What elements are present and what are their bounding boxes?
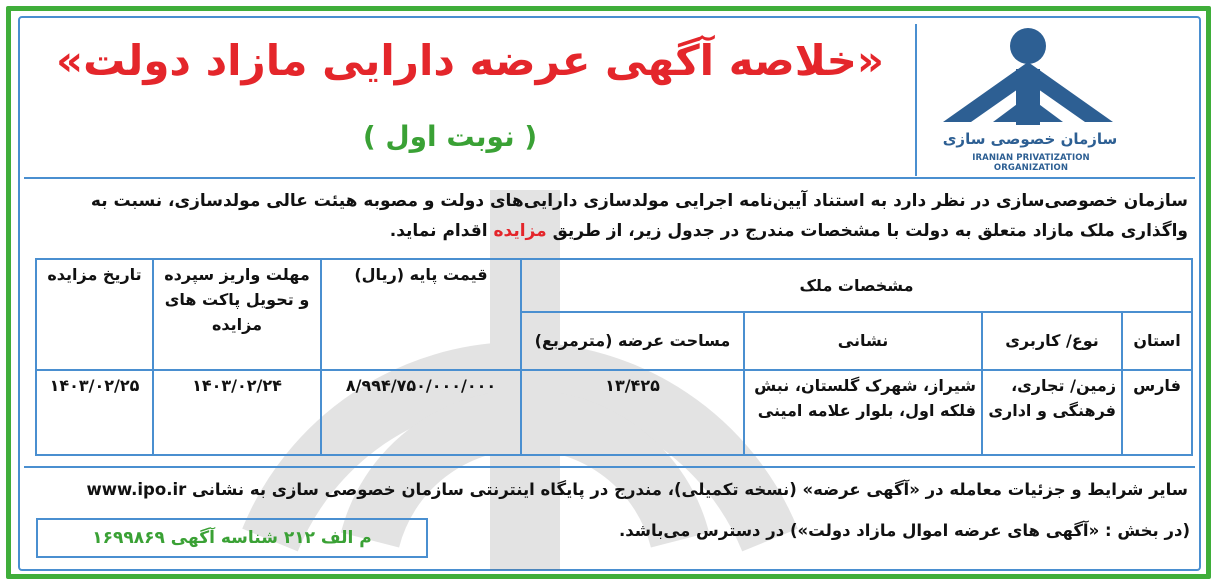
header-address: نشانی (744, 312, 982, 371)
header-area: مساحت عرضه (مترمربع) (521, 312, 744, 371)
ad-code-box: م الف ۲۱۲ شناسه آگهی ۱۶۹۹۸۶۹ (36, 518, 428, 558)
header-separator (24, 177, 1195, 179)
header-auction-date: تاریخ مزایده (36, 259, 153, 370)
intro-text-end: اقدام نماید. (389, 221, 488, 241)
header-property-specs: مشخصات ملک (521, 259, 1192, 312)
footer-line-2: (در بخش : «آگهی های عرضه اموال مازاد دولت») در دسترس می‌باشد. (618, 521, 1190, 540)
page-title: «خلاصه آگهی عرضه دارایی مازاد دولت» (55, 36, 885, 85)
logo-name-fa: سازمان خصوصی سازی (942, 130, 1118, 148)
cell-province: فارس (1122, 370, 1192, 455)
intro-text: سازمان خصوصی‌سازی در نظر دارد به استناد آیین‌نامه اجرایی مولدسازی دارایی‌های دولت و مصوبه هیئت عالی مولدسازی، نسبت به واگذاری ملک مازاد متعلق به دولت با مشخصات مندرج در جدول زیر، از طریق (90, 191, 1188, 241)
cell-auction-date: ۱۴۰۳/۰۲/۲۵ (36, 370, 153, 455)
header-province: استان (1122, 312, 1192, 371)
website-link[interactable]: www.ipo.ir (86, 480, 187, 499)
footer-text: سایر شرایط و جزئیات معامله در «آگهی عرضه» (نسخه تکمیلی)، مندرج در پایگاه اینترنتی سازمان خصوصی سازی به نشانی (192, 480, 1188, 499)
cell-deposit-deadline: ۱۴۰۳/۰۲/۲۴ (153, 370, 321, 455)
footer-line-1 (28, 480, 1188, 499)
header-deposit-deadline: مهلت واریز سپرده و تحویل پاکت های مزایده (153, 259, 321, 370)
property-table (35, 258, 1193, 456)
header-divider (915, 24, 917, 176)
cell-address: شیراز، شهرک گلستان، نبش فلکه اول، بلوار علامه امینی (744, 370, 982, 455)
logo-name-en: IRANIAN PRIVATIZATION ORGANIZATION (972, 153, 1090, 173)
intro-highlight: مزایده (493, 221, 547, 241)
cell-usage: زمین/ تجاری، فرهنگی و اداری (982, 370, 1122, 455)
cell-area: ۱۳/۴۲۵ (521, 370, 744, 455)
page-subtitle: ( نوبت اول ) (362, 120, 538, 153)
intro-paragraph (28, 186, 1188, 246)
privatization-organization-logo (935, 24, 1125, 170)
footer-separator (24, 466, 1195, 468)
header-base-price: قیمت پایه (ریال) (321, 259, 521, 370)
header-usage: نوع/ کاربری (982, 312, 1122, 371)
cell-base-price: ۸/۹۹۴/۷۵۰/۰۰۰/۰۰۰ (321, 370, 521, 455)
